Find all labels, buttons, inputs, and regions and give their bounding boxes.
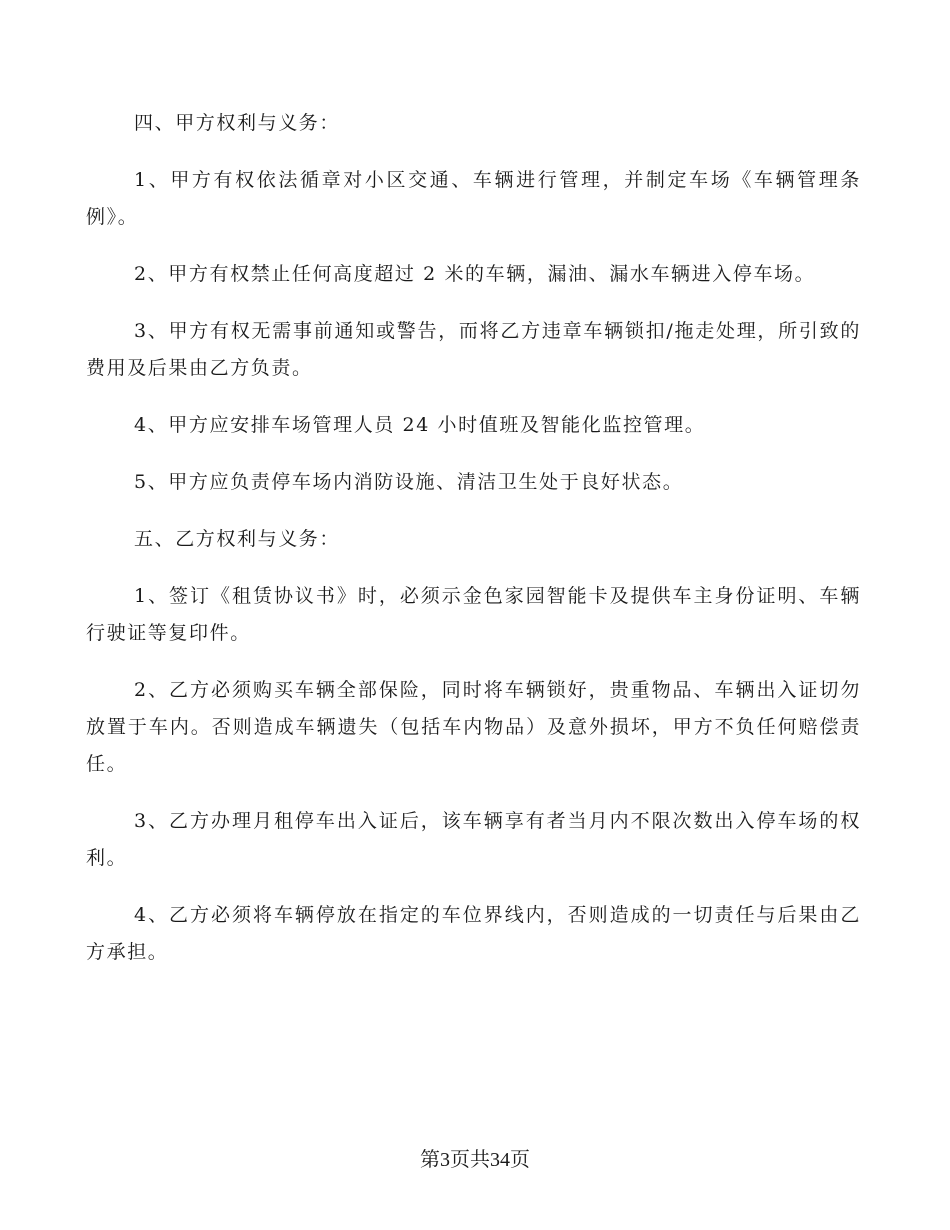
section-heading-party-b: 五、乙方权利与义务： [134,528,341,550]
clause-a-1: 1、甲方有权依法循章对小区交通、车辆进行管理，并制定车场《车辆管理条例》。 [86,169,861,228]
clause-b-2: 2、乙方必须购买车辆全部保险，同时将车辆锁好，贵重物品、车辆出入证切勿放置于车内。否则造成车辆遗失（包括车内物品）及意外损坏，甲方不负任何赔偿责任。 [86,679,861,775]
clause-b-4: 4、乙方必须将车辆停放在指定的车位界线内，否则造成的一切责任与后果由乙方承担。 [86,904,861,963]
clause-b-3: 3、乙方办理月租停车出入证后，该车辆享有者当月内不限次数出入停车场的权利。 [86,810,861,869]
clause-a-4: 4、甲方应安排车场管理人员 24 小时值班及智能化监控管理。 [134,414,706,436]
section-heading-party-a: 四、甲方权利与义务： [134,112,341,134]
clause-a-5: 5、甲方应负责停车场内消防设施、清洁卫生处于良好状态。 [134,471,684,493]
clause-a-2: 2、甲方有权禁止任何高度超过 2 米的车辆，漏油、漏水车辆进入停车场。 [134,263,816,285]
page-number-footer: 第3页共34页 [420,1149,530,1171]
clause-b-1: 1、签订《租赁协议书》时，必须示金色家园智能卡及提供车主身份证明、车辆行驶证等复印件。 [86,585,861,644]
clause-a-3: 3、甲方有权无需事前通知或警告，而将乙方违章车辆锁扣/拖走处理，所引致的费用及后果由乙方负责。 [86,320,861,379]
document-body [86,105,861,991]
